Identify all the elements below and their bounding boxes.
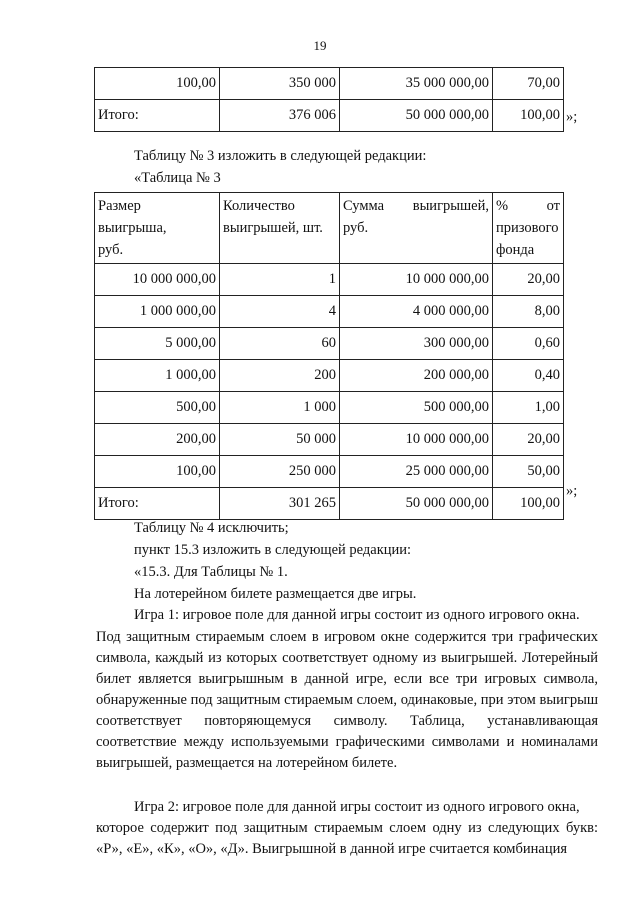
table-cell: 100,00 bbox=[95, 456, 220, 488]
table-cell: 20,00 bbox=[493, 264, 564, 296]
table-cell: 10 000 000,00 bbox=[340, 264, 493, 296]
table-cell: 5 000,00 bbox=[95, 328, 220, 360]
table-cell: 250 000 bbox=[220, 456, 340, 488]
column-header-prize-size bbox=[95, 193, 220, 264]
header-text: Сумма bbox=[343, 198, 385, 214]
table-cell: 50,00 bbox=[493, 456, 564, 488]
prize-table-fragment bbox=[94, 67, 564, 132]
paragraph: На лотерейном билете размещается две игры. bbox=[134, 586, 417, 602]
table-cell: 0,40 bbox=[493, 360, 564, 392]
paragraph: пункт 15.3 изложить в следующей редакции: bbox=[134, 542, 412, 558]
column-header-count bbox=[220, 193, 340, 264]
table-cell: 100,00 bbox=[493, 100, 564, 132]
intro-line: Таблицу № 3 изложить в следующей редакции: bbox=[134, 148, 427, 164]
table-cell: 35 000 000,00 bbox=[340, 68, 493, 100]
table-cell: 50 000 000,00 bbox=[340, 488, 493, 520]
table-cell: 300 000,00 bbox=[340, 328, 493, 360]
header-text: % bbox=[496, 198, 509, 214]
table-cell: 200,00 bbox=[95, 424, 220, 456]
table-cell: 20,00 bbox=[493, 424, 564, 456]
header-text-line bbox=[343, 195, 489, 217]
paragraph: Игра 2: игровое поле для данной игры состоит из одного игрового окна, bbox=[134, 799, 580, 815]
column-header-sum bbox=[340, 193, 493, 264]
table-row bbox=[95, 360, 564, 392]
table-cell: 200 bbox=[220, 360, 340, 392]
page-number: 19 bbox=[313, 38, 327, 53]
prize-table-3 bbox=[94, 192, 564, 520]
total-label: Итого: bbox=[95, 488, 220, 520]
paragraph: «15.3. Для Таблицы № 1. bbox=[134, 564, 288, 580]
table-cell: 8,00 bbox=[493, 296, 564, 328]
table-header-row bbox=[95, 193, 564, 264]
table-total-row bbox=[95, 488, 564, 520]
table-cell: 350 000 bbox=[220, 68, 340, 100]
table-row bbox=[95, 100, 564, 132]
paragraph: Таблицу № 4 исключить; bbox=[134, 520, 289, 536]
header-text: от bbox=[546, 198, 560, 214]
table-cell: 10 000 000,00 bbox=[340, 424, 493, 456]
table-cell: 0,60 bbox=[493, 328, 564, 360]
header-text: Размер bbox=[98, 198, 141, 214]
table-cell: 4 bbox=[220, 296, 340, 328]
total-label: Итого: bbox=[95, 100, 220, 132]
table-row bbox=[95, 68, 564, 100]
table-cell: 50 000 000,00 bbox=[340, 100, 493, 132]
header-text: выигрыша, bbox=[98, 220, 167, 236]
table-cell: 376 006 bbox=[220, 100, 340, 132]
table-cell: 1 bbox=[220, 264, 340, 296]
paragraph: Под защитным стираемым слоем в игровом окне содержится три графических символа, каждый из которых соответствует одному из выигрышей. Лотерейный билет является выигрышным в данной игре, если все три игровых символа, обнаруженные под защитным стираемым слоем, одинаковые, при этом выигрыш соответствует повторяющемуся символу. Таблица, устанавливающая соответствие между используемыми графическими символами и номиналами выигрышей, размещается на лотерейном билете. bbox=[96, 629, 598, 771]
header-text: Количество bbox=[223, 198, 295, 214]
table-cell: 500 000,00 bbox=[340, 392, 493, 424]
table-cell: 100,00 bbox=[493, 488, 564, 520]
column-header-percent bbox=[493, 193, 564, 264]
table-cell: 60 bbox=[220, 328, 340, 360]
closing-quote: »; bbox=[566, 483, 578, 499]
table-cell: 1 000 000,00 bbox=[95, 296, 220, 328]
header-text: призового bbox=[496, 220, 559, 236]
header-text: руб. bbox=[98, 242, 124, 258]
closing-quote: »; bbox=[566, 109, 578, 125]
table-row bbox=[95, 456, 564, 488]
header-text-line bbox=[496, 195, 560, 217]
table-cell: 1 000,00 bbox=[95, 360, 220, 392]
table-cell: 301 265 bbox=[220, 488, 340, 520]
table-row bbox=[95, 296, 564, 328]
table-cell: 1 000 bbox=[220, 392, 340, 424]
table-cell: 500,00 bbox=[95, 392, 220, 424]
header-text: руб. bbox=[343, 220, 369, 236]
paragraph: Игра 1: игровое поле для данной игры состоит из одного игрового окна. bbox=[134, 607, 580, 623]
table-cell: 25 000 000,00 bbox=[340, 456, 493, 488]
header-text: выигрышей, шт. bbox=[223, 220, 323, 236]
table-row bbox=[95, 328, 564, 360]
table-cell: 70,00 bbox=[493, 68, 564, 100]
table-caption: «Таблица № 3 bbox=[134, 170, 221, 186]
paragraph: которое содержит под защитным стираемым слоем одну из следующих букв: «Р», «Е», «К», «О», «Д». Выигрышной в данной игре считается комбинация bbox=[96, 820, 598, 857]
table-cell: 200 000,00 bbox=[340, 360, 493, 392]
table-cell: 10 000 000,00 bbox=[95, 264, 220, 296]
table-cell: 4 000 000,00 bbox=[340, 296, 493, 328]
table-row bbox=[95, 392, 564, 424]
table-row bbox=[95, 424, 564, 456]
header-text: фонда bbox=[496, 242, 535, 258]
table-row bbox=[95, 264, 564, 296]
header-text: выигрышей, bbox=[412, 198, 489, 214]
table-cell: 50 000 bbox=[220, 424, 340, 456]
table-cell: 1,00 bbox=[493, 392, 564, 424]
table-cell: 100,00 bbox=[95, 68, 220, 100]
